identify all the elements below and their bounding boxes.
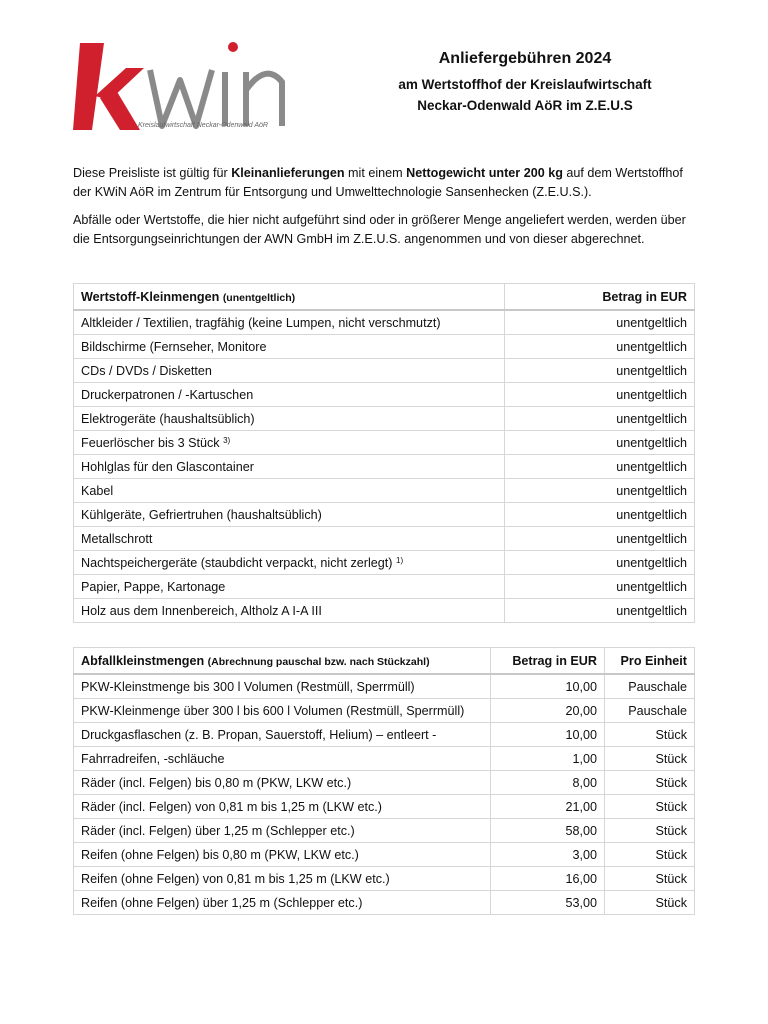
table-row bbox=[74, 503, 695, 527]
amount-cell: 21,00 bbox=[491, 795, 605, 819]
amount-cell: 3,00 bbox=[491, 843, 605, 867]
item-cell: PKW-Kleinmenge über 300 l bis 600 l Volumen (Restmüll, Sperrmüll) bbox=[74, 699, 491, 723]
unit-cell: Stück bbox=[605, 891, 695, 915]
item-label: Druckerpatronen / -Kartuschen bbox=[81, 387, 254, 402]
table-row bbox=[74, 674, 695, 699]
table-row bbox=[74, 747, 695, 771]
item-cell bbox=[74, 431, 505, 455]
amount-cell: unentgeltlich bbox=[505, 359, 695, 383]
table-row bbox=[74, 407, 695, 431]
amount-cell: unentgeltlich bbox=[505, 407, 695, 431]
amount-cell: unentgeltlich bbox=[505, 527, 695, 551]
unit-cell: Stück bbox=[605, 723, 695, 747]
table-row bbox=[74, 310, 695, 335]
column-header-title: Wertstoff-Kleinmengen bbox=[81, 289, 223, 304]
table-row bbox=[74, 699, 695, 723]
table-row bbox=[74, 359, 695, 383]
amount-cell: unentgeltlich bbox=[505, 335, 695, 359]
item-label: Metallschrott bbox=[81, 531, 153, 546]
table-row bbox=[74, 431, 695, 455]
unit-cell: Stück bbox=[605, 843, 695, 867]
item-cell bbox=[74, 575, 505, 599]
item-cell: PKW-Kleinstmenge bis 300 l Volumen (Restmüll, Sperrmüll) bbox=[74, 674, 491, 699]
item-label: Elektrogeräte (haushaltsüblich) bbox=[81, 411, 255, 426]
page-title: Anliefergebühren 2024 bbox=[438, 50, 612, 67]
amount-cell: 53,00 bbox=[491, 891, 605, 915]
item-label: Kühlgeräte, Gefriertruhen (haushaltsüblich) bbox=[81, 507, 322, 522]
item-cell bbox=[74, 479, 505, 503]
item-label: Papier, Pappe, Kartonage bbox=[81, 579, 226, 594]
amount-cell: unentgeltlich bbox=[505, 551, 695, 575]
footnote-marker: 3) bbox=[223, 435, 231, 445]
abfall-table bbox=[73, 647, 695, 915]
item-cell bbox=[74, 527, 505, 551]
footnote-marker: 1) bbox=[396, 555, 404, 565]
item-cell bbox=[74, 503, 505, 527]
document-heading bbox=[350, 50, 700, 116]
item-cell bbox=[74, 551, 505, 575]
logo-subtitle: Kreislaufwirtschaft Neckar-Odenwald AöR bbox=[138, 122, 268, 129]
table-header-row bbox=[74, 284, 695, 311]
amount-cell: unentgeltlich bbox=[505, 503, 695, 527]
item-label: Nachtspeichergeräte (staubdicht verpackt, nicht zerlegt) bbox=[81, 555, 396, 570]
unit-cell: Stück bbox=[605, 867, 695, 891]
item-cell bbox=[74, 599, 505, 623]
item-label: Kabel bbox=[81, 483, 114, 498]
amount-cell: unentgeltlich bbox=[505, 599, 695, 623]
table-row bbox=[74, 575, 695, 599]
item-cell: Druckgasflaschen (z. B. Propan, Sauerstoff, Helium) – entleert - bbox=[74, 723, 491, 747]
intro-text bbox=[73, 164, 701, 258]
table-row bbox=[74, 867, 695, 891]
amount-cell: unentgeltlich bbox=[505, 455, 695, 479]
column-header-title: Abfallkleinstmengen bbox=[81, 653, 208, 668]
intro-text-part: mit einem bbox=[344, 166, 407, 180]
amount-cell: 10,00 bbox=[491, 723, 605, 747]
item-cell: Fahrradreifen, -schläuche bbox=[74, 747, 491, 771]
item-label: Hohlglas für den Glascontainer bbox=[81, 459, 254, 474]
amount-cell: 58,00 bbox=[491, 819, 605, 843]
amount-cell: unentgeltlich bbox=[505, 575, 695, 599]
table-row bbox=[74, 551, 695, 575]
unit-cell: Pauschale bbox=[605, 674, 695, 699]
intro-paragraph-2: Abfälle oder Wertstoffe, die hier nicht aufgeführt sind oder in größerer Menge angeliefert werden, werden über die Entsorgungseinrichtungen der AWN GmbH im Z.E.U.S. angenommen und von dieser abgerechnet. bbox=[73, 213, 686, 246]
amount-cell: unentgeltlich bbox=[505, 431, 695, 455]
item-label: Holz aus dem Innenbereich, Altholz A I-A III bbox=[81, 603, 322, 618]
amount-cell: 1,00 bbox=[491, 747, 605, 771]
table-row bbox=[74, 819, 695, 843]
item-cell bbox=[74, 383, 505, 407]
intro-bold-kleinanlieferungen: Kleinanlieferungen bbox=[231, 166, 345, 180]
amount-cell: unentgeltlich bbox=[505, 479, 695, 503]
unit-cell: Stück bbox=[605, 819, 695, 843]
item-cell bbox=[74, 455, 505, 479]
amount-cell: 16,00 bbox=[491, 867, 605, 891]
table-row bbox=[74, 383, 695, 407]
table-row bbox=[74, 527, 695, 551]
unit-cell: Stück bbox=[605, 747, 695, 771]
column-header-amount: Betrag in EUR bbox=[505, 284, 695, 311]
item-cell: Räder (incl. Felgen) über 1,25 m (Schlepper etc.) bbox=[74, 819, 491, 843]
column-header-item bbox=[74, 284, 505, 311]
intro-paragraph-1 bbox=[73, 164, 701, 202]
table-row bbox=[74, 771, 695, 795]
unit-cell: Stück bbox=[605, 795, 695, 819]
table-header-row bbox=[74, 648, 695, 675]
column-header-amount: Betrag in EUR bbox=[491, 648, 605, 675]
item-cell: Räder (incl. Felgen) von 0,81 m bis 1,25 m (LKW etc.) bbox=[74, 795, 491, 819]
amount-cell: 8,00 bbox=[491, 771, 605, 795]
item-cell bbox=[74, 335, 505, 359]
intro-bold-nettogewicht: Nettogewicht unter 200 kg bbox=[406, 166, 563, 180]
item-cell bbox=[74, 310, 505, 335]
intro-text-part: Diese Preisliste ist gültig für bbox=[73, 166, 232, 180]
amount-cell: unentgeltlich bbox=[505, 310, 695, 335]
table-row bbox=[74, 479, 695, 503]
item-cell: Reifen (ohne Felgen) bis 0,80 m (PKW, LKW etc.) bbox=[74, 843, 491, 867]
item-cell bbox=[74, 359, 505, 383]
table-row bbox=[74, 723, 695, 747]
table-row bbox=[74, 891, 695, 915]
wertstoff-table bbox=[73, 283, 695, 623]
page-subtitle-line1: am Wertstoffhof der Kreislaufwirtschaft bbox=[398, 77, 652, 92]
column-header-note: (Abrechnung pauschal bzw. nach Stückzahl) bbox=[207, 655, 430, 668]
page-subtitle-line2: Neckar-Odenwald AöR im Z.E.U.S bbox=[417, 98, 633, 113]
table-row bbox=[74, 795, 695, 819]
item-cell: Räder (incl. Felgen) bis 0,80 m (PKW, LKW etc.) bbox=[74, 771, 491, 795]
unit-cell: Stück bbox=[605, 771, 695, 795]
item-label: Feuerlöscher bis 3 Stück bbox=[81, 435, 224, 450]
unit-cell: Pauschale bbox=[605, 699, 695, 723]
item-label: Altkleider / Textilien, tragfähig (keine Lumpen, nicht verschmutzt) bbox=[81, 315, 441, 330]
item-label: Bildschirme (Fernseher, Monitore bbox=[81, 339, 267, 354]
table-row bbox=[74, 455, 695, 479]
table-row bbox=[74, 843, 695, 867]
intro-text-part: auf dem Wertstoffhof der KWiN AöR im Zentrum für Entsorgung und Umwelttechnologie Sansenhecken (Z.E.U.S.). bbox=[73, 166, 683, 199]
amount-cell: 10,00 bbox=[491, 674, 605, 699]
table-row bbox=[74, 599, 695, 623]
column-header-note: (unentgeltlich) bbox=[222, 291, 296, 304]
item-cell bbox=[74, 407, 505, 431]
item-label: CDs / DVDs / Disketten bbox=[81, 363, 212, 378]
amount-cell: 20,00 bbox=[491, 699, 605, 723]
item-cell: Reifen (ohne Felgen) über 1,25 m (Schlepper etc.) bbox=[74, 891, 491, 915]
item-cell: Reifen (ohne Felgen) von 0,81 m bis 1,25 m (LKW etc.) bbox=[74, 867, 491, 891]
column-header-item bbox=[74, 648, 491, 675]
table-row bbox=[74, 335, 695, 359]
amount-cell: unentgeltlich bbox=[505, 383, 695, 407]
column-header-unit: Pro Einheit bbox=[605, 648, 695, 675]
